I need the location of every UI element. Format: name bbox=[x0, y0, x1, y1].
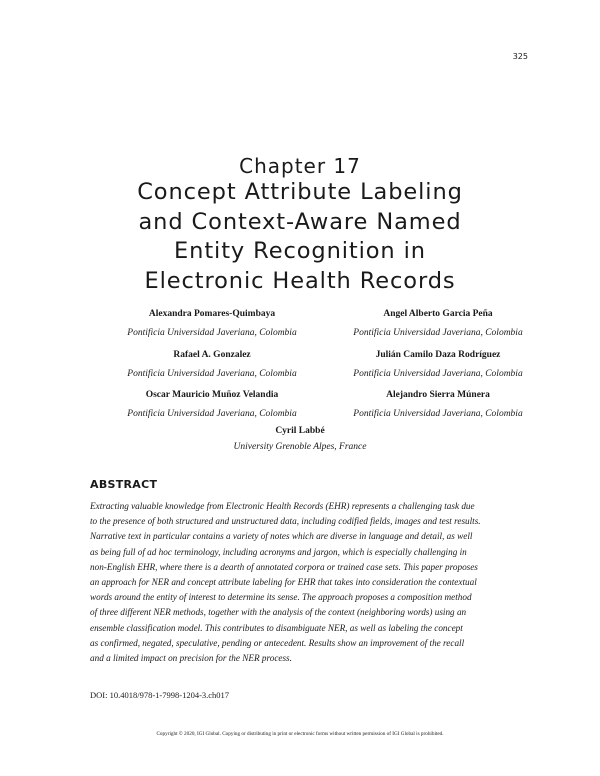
abstract-line: of three different NER methods, together with the analysis of the context (neighboring words) using an bbox=[90, 607, 467, 618]
abstract-line: Extracting valuable knowledge from Electronic Health Records (EHR) represents a challenging task due bbox=[90, 501, 475, 511]
chapter-title-line: and Context-Aware Named bbox=[138, 208, 462, 235]
author-name: Oscar Mauricio Muñoz Velandia bbox=[145, 390, 279, 400]
author-name: Alexandra Pomares-Quimbaya bbox=[148, 309, 276, 319]
doi-text: DOI: 10.4018/978-1-7998-1204-3.ch017 bbox=[90, 690, 230, 700]
author-block bbox=[288, 349, 588, 381]
chapter-title bbox=[60, 178, 540, 296]
chapter-title-line: Entity Recognition in bbox=[174, 238, 426, 264]
abstract-line: words around the entity of interest to determine its sense. The approach proposes a composition method bbox=[90, 592, 472, 603]
abstract-line: an approach for NER and concept attribute labeling for EHR that takes into consideration the contextual bbox=[90, 577, 477, 588]
chapter-label: Chapter 17 bbox=[239, 154, 361, 178]
abstract-text bbox=[90, 499, 511, 666]
author-block bbox=[288, 389, 588, 421]
abstract-line: as confirmed, negated, speculative, pending or antecedent. Results show an improvement of the recall bbox=[90, 637, 465, 648]
abstract-line: Narrative text in particular contains a variety of notes which are diverse in language and detail, as well bbox=[90, 531, 473, 542]
abstract-heading: ABSTRACT bbox=[90, 478, 158, 491]
author-block bbox=[150, 425, 450, 454]
author-name: Alejandro Sierra Múnera bbox=[386, 390, 490, 400]
author-affiliation: Pontificia Universidad Javeriana, Colombia bbox=[127, 369, 297, 379]
author-affiliation: University Grenoble Alpes, France bbox=[233, 442, 367, 452]
author-affiliation: Pontificia Universidad Javeriana, Colombia bbox=[127, 409, 297, 419]
abstract-line: to the presence of both structured and unstructured data, including codified fields, images and test results. bbox=[90, 516, 481, 527]
abstract-line: as being full of ad hoc terminology, including acronyms and jargon, which is especially challenging in bbox=[90, 546, 467, 557]
chapter-title-line: Concept Attribute Labeling bbox=[137, 179, 463, 205]
page-number: 325 bbox=[512, 52, 528, 61]
author-name: Julián Camilo Daza Rodríguez bbox=[375, 350, 501, 360]
author-name: Cyril Labbé bbox=[275, 426, 325, 436]
copyright-notice: Copyright © 2020, IGI Global. Copying or distributing in print or electronic forms without written permission of IGI Global is prohibited. bbox=[156, 731, 444, 737]
author-name: Rafael A. Gonzalez bbox=[173, 350, 251, 360]
chapter-title-line: Electronic Health Records bbox=[144, 267, 456, 294]
author-affiliation: Pontificia Universidad Javeriana, Colombia bbox=[353, 369, 523, 379]
author-block bbox=[288, 308, 588, 340]
author-name: Angel Alberto Garcia Peña bbox=[383, 309, 493, 319]
abstract-line: ensemble classification model. This contributes to disambiguate NER, as well as labeling the concept bbox=[90, 622, 463, 633]
abstract-line: non-English EHR, where there is a dearth of annotated corpora or trained case sets. This paper proposes bbox=[90, 561, 478, 572]
author-affiliation: Pontificia Universidad Javeriana, Colombia bbox=[127, 328, 297, 338]
author-affiliation: Pontificia Universidad Javeriana, Colombia bbox=[353, 409, 523, 419]
author-affiliation: Pontificia Universidad Javeriana, Colombia bbox=[353, 328, 523, 338]
abstract-line: and a limited impact on precision for the NER process. bbox=[90, 653, 292, 664]
